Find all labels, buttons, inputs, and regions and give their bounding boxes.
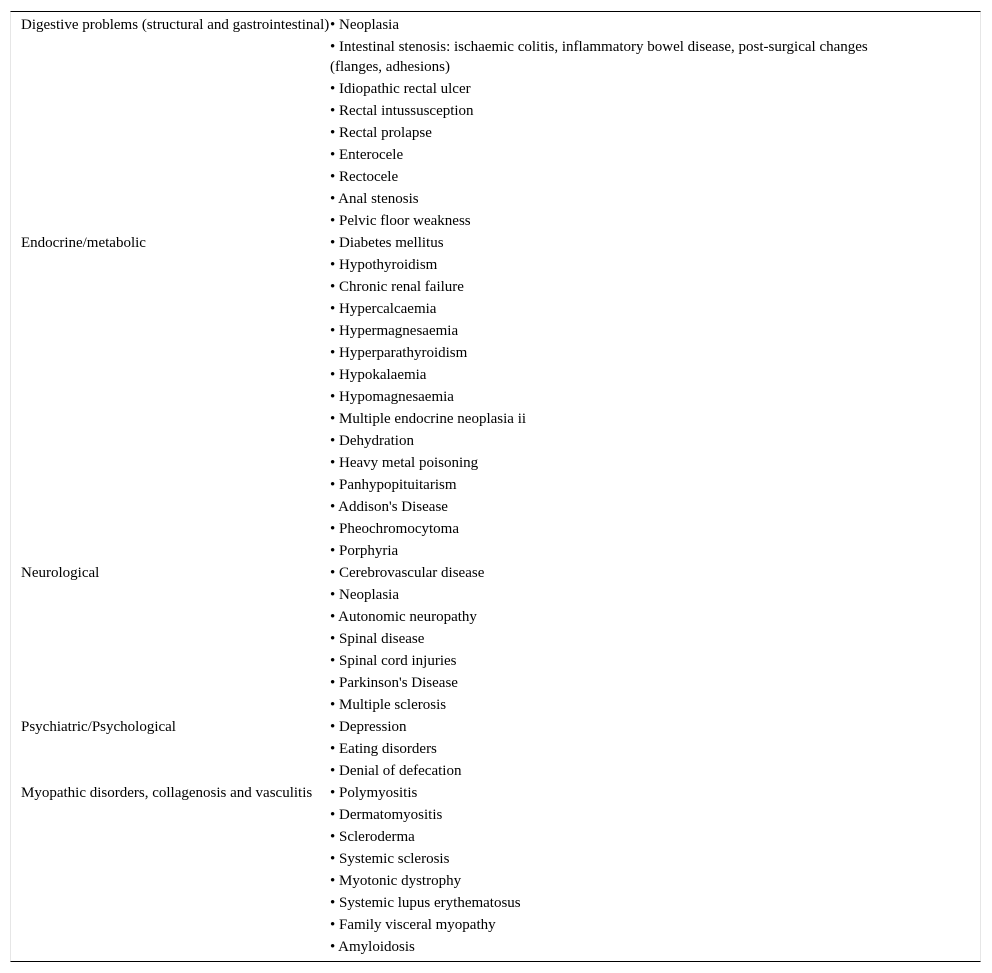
- table-row: [11, 562, 980, 716]
- list-item: • Myotonic dystrophy: [330, 873, 462, 889]
- causes-table: [10, 11, 981, 962]
- list-item: • Multiple sclerosis: [330, 697, 447, 713]
- items-cell: [330, 716, 980, 782]
- table-row: [11, 782, 980, 958]
- list-item: • Hypokalaemia: [330, 367, 427, 383]
- list-item: • Hypermagnesaemia: [330, 323, 459, 339]
- list-item: • Polymyositis: [330, 785, 418, 801]
- category-cell: Endocrine/metabolic: [21, 235, 146, 251]
- list-item: • Systemic sclerosis: [330, 851, 450, 867]
- list-item: • Rectal intussusception: [330, 103, 474, 119]
- list-item: • Enterocele: [330, 147, 404, 163]
- list-item: • Panhypopituitarism: [330, 477, 457, 493]
- items-cell: [330, 782, 980, 958]
- list-item: • Pheochromocytoma: [330, 521, 459, 537]
- list-item: • Addison's Disease: [330, 499, 448, 515]
- list-item: • Family visceral myopathy: [330, 917, 496, 933]
- list-item: • Hypomagnesaemia: [330, 389, 454, 405]
- list-item: • Heavy metal poisoning: [330, 455, 479, 471]
- list-item: • Rectal prolapse: [330, 125, 432, 141]
- list-item: • Hyperparathyroidism: [330, 345, 468, 361]
- list-item: • Cerebrovascular disease: [330, 565, 485, 581]
- list-item: • Parkinson's Disease: [330, 675, 458, 691]
- list-item: • Porphyria: [330, 543, 399, 559]
- list-item: • Eating disorders: [330, 741, 437, 757]
- list-item: • Neoplasia: [330, 587, 399, 603]
- list-item: • Scleroderma: [330, 829, 415, 845]
- category-cell: Myopathic disorders, collagenosis and vasculitis: [21, 785, 313, 801]
- category-cell: Neurological: [21, 565, 100, 581]
- list-item: • Autonomic neuropathy: [330, 609, 477, 625]
- list-item: • Dermatomyositis: [330, 807, 443, 823]
- list-item: • Neoplasia: [330, 17, 399, 33]
- category-cell: Psychiatric/Psychological: [21, 719, 176, 735]
- list-item: • Idiopathic rectal ulcer: [330, 81, 471, 97]
- table-row: [11, 232, 980, 562]
- list-item: • Intestinal stenosis: ischaemic colitis, inflammatory bowel disease, post-surgical changes (flanges, adhesions): [330, 39, 868, 75]
- list-item: • Diabetes mellitus: [330, 235, 444, 251]
- category-cell: Digestive problems (structural and gastrointestinal): [21, 17, 330, 33]
- list-item: • Rectocele: [330, 169, 399, 185]
- list-item: • Pelvic floor weakness: [330, 213, 471, 229]
- list-item: • Denial of defecation: [330, 763, 462, 779]
- list-item: • Multiple endocrine neoplasia ii: [330, 411, 527, 427]
- list-item: • Chronic renal failure: [330, 279, 464, 295]
- table-row: [11, 14, 980, 232]
- list-item: • Anal stenosis: [330, 191, 419, 207]
- list-item: • Spinal cord injuries: [330, 653, 457, 669]
- items-cell: [330, 14, 980, 232]
- list-item: • Spinal disease: [330, 631, 425, 647]
- list-item: • Amyloidosis: [330, 939, 415, 955]
- list-item: • Dehydration: [330, 433, 414, 449]
- list-item: • Hypothyroidism: [330, 257, 438, 273]
- table-row: [11, 716, 980, 782]
- list-item: • Systemic lupus erythematosus: [330, 895, 521, 911]
- list-item: • Depression: [330, 719, 407, 735]
- items-cell: [330, 232, 980, 562]
- list-item: • Hypercalcaemia: [330, 301, 437, 317]
- items-cell: [330, 562, 980, 716]
